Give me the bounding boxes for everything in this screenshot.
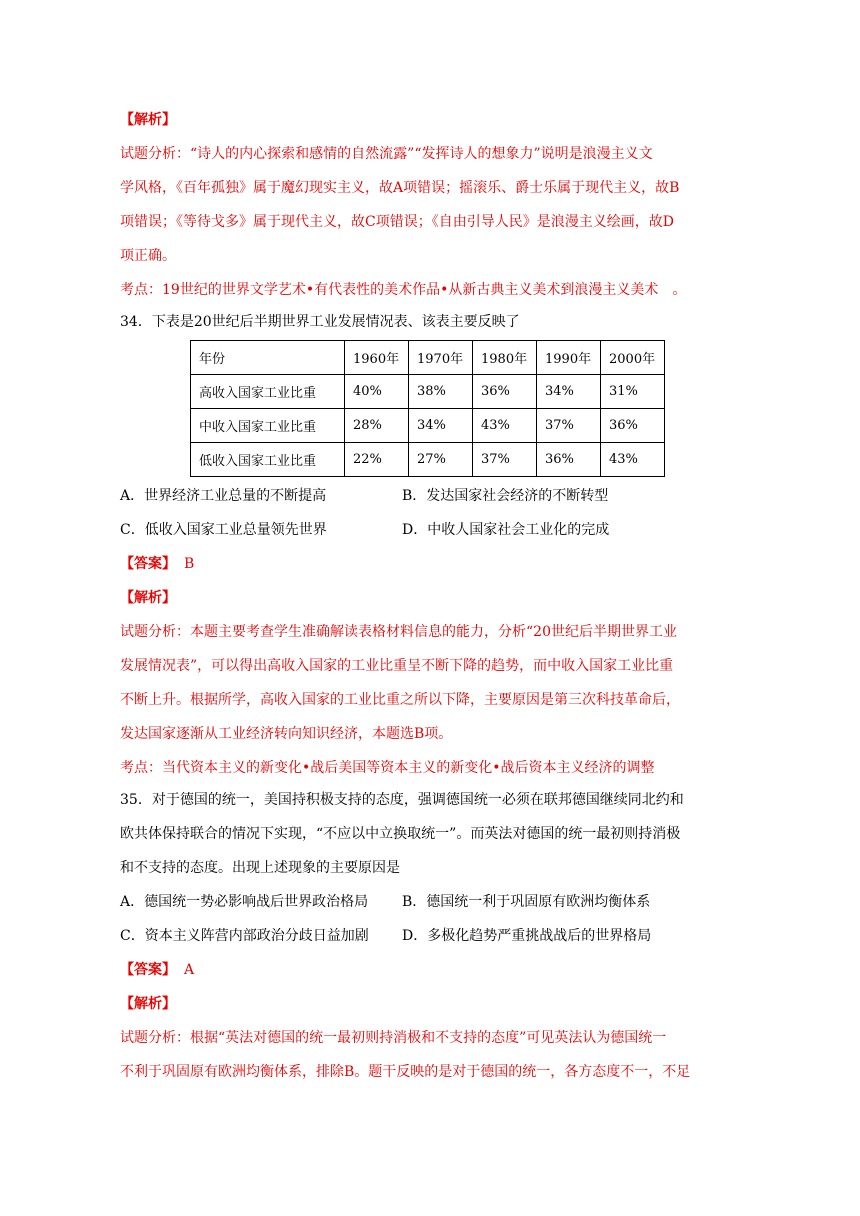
question-35-stem: 35．对于德国的统一，美国持积极支持的态度，强调德国统一必须在联邦德国继续同北约和 <box>120 792 684 808</box>
table-cell: 22% <box>345 443 409 477</box>
table-cell: 1980年 <box>473 341 537 375</box>
analysis-text-line: 试题分析：本题主要考查学生准确解读表格材料信息的能力，分析“20世纪后半期世界工业 <box>120 624 677 640</box>
analysis-text-line: 不断上升。根据所学，高收入国家的工业比重之所以下降，主要原因是第三次科技革命后， <box>120 692 680 708</box>
industry-table <box>190 340 665 477</box>
answer-line <box>120 554 194 574</box>
option-a: A．德国统一势必影响战后世界政治格局 <box>120 894 369 910</box>
option-d: D．中收人国家社会工业化的完成 <box>402 522 610 538</box>
analysis-text-line: 发展情况表”，可以得出高收入国家的工业比重呈不断下降的趋势，而中收入国家工业比重 <box>120 658 674 674</box>
answer-line <box>120 960 194 980</box>
option-d: D．多极化趋势严重挑战战后的世界格局 <box>402 928 652 944</box>
table-cell: 1960年 <box>345 341 409 375</box>
table-cell: 1990年 <box>537 341 601 375</box>
table-cell: 高收入国家工业比重 <box>191 375 345 409</box>
table-cell: 中收入国家工业比重 <box>191 409 345 443</box>
analysis-text-line: 发达国家逐渐从工业经济转向知识经济，本题选B项。 <box>120 726 453 742</box>
question-35-stem: 和不支持的态度。出现上述现象的主要原因是 <box>120 860 400 876</box>
analysis-text-line: 试题分析：根据“英法对德国的统一最初则持消极和不支持的态度”可见英法认为德国统一 <box>120 1030 667 1046</box>
question-35-stem: 欧共体保持联合的情况下实现，“不应以中立换取统一”。而英法对德国的统一最初则持消极 <box>120 826 681 842</box>
table-cell: 37% <box>537 409 601 443</box>
table-cell: 2000年 <box>601 341 665 375</box>
table-cell: 34% <box>409 409 473 443</box>
analysis-header: 【解析】 <box>120 996 176 1012</box>
kaodian-line: 考点：19世纪的世界文学艺术•有代表性的美术作品•从新古典主义美术到浪漫主义美术 。 <box>120 282 687 298</box>
table-row <box>191 409 665 443</box>
analysis-text-line: 项错误；《等待戈多》属于现代主义，故C项错误；《自由引导人民》是浪漫主义绘画，故D <box>120 214 674 230</box>
analysis-header: 【解析】 <box>120 112 176 128</box>
answer-value: A <box>184 962 195 978</box>
table-cell: 27% <box>409 443 473 477</box>
analysis-text-line: 项正确。 <box>120 248 176 264</box>
table-cell: 28% <box>345 409 409 443</box>
question-34-stem: 34．下表是20世纪后半期世界工业发展情况表、该表主要反映了 <box>120 314 520 330</box>
table-row <box>191 375 665 409</box>
option-b: B．德国统一利于巩固原有欧洲均衡体系 <box>402 894 651 910</box>
answer-label: 【答案】 <box>120 556 176 572</box>
analysis-header: 【解析】 <box>120 590 176 606</box>
table-cell: 40% <box>345 375 409 409</box>
table-cell: 34% <box>537 375 601 409</box>
table-cell: 37% <box>473 443 537 477</box>
table-cell: 低收入国家工业比重 <box>191 443 345 477</box>
table-cell: 36% <box>473 375 537 409</box>
table-row <box>191 443 665 477</box>
option-a: A．世界经济工业总量的不断提高 <box>120 488 327 504</box>
table-cell: 36% <box>601 409 665 443</box>
table-header-row <box>191 341 665 375</box>
option-c: C．资本主义阵营内部政治分歧日益加剧 <box>120 928 369 944</box>
analysis-text-line: 学风格，《百年孤独》属于魔幻现实主义，故A项错误；摇滚乐、爵士乐属于现代主义，故B <box>120 180 680 196</box>
table-cell: 31% <box>601 375 665 409</box>
kaodian-line: 考点：当代资本主义的新变化•战后美国等资本主义的新变化•战后资本主义经济的调整 <box>120 760 655 776</box>
option-c: C．低收入国家工业总量领先世界 <box>120 522 327 538</box>
table-cell: 38% <box>409 375 473 409</box>
answer-value: B <box>184 556 195 572</box>
answer-label: 【答案】 <box>120 962 176 978</box>
table-cell: 1970年 <box>409 341 473 375</box>
table-cell: 年份 <box>191 341 345 375</box>
option-b: B．发达国家社会经济的不断转型 <box>402 488 609 504</box>
table-cell: 43% <box>473 409 537 443</box>
analysis-text-line: 试题分析：“诗人的内心探索和感情的自然流露”“发挥诗人的想象力”说明是浪漫主义文 <box>120 146 653 162</box>
table-cell: 36% <box>537 443 601 477</box>
table-cell: 43% <box>601 443 665 477</box>
analysis-text-line: 不利于巩固原有欧洲均衡体系，排除B。题干反映的是对于德国的统一，各方态度不一，不足 <box>120 1064 691 1080</box>
